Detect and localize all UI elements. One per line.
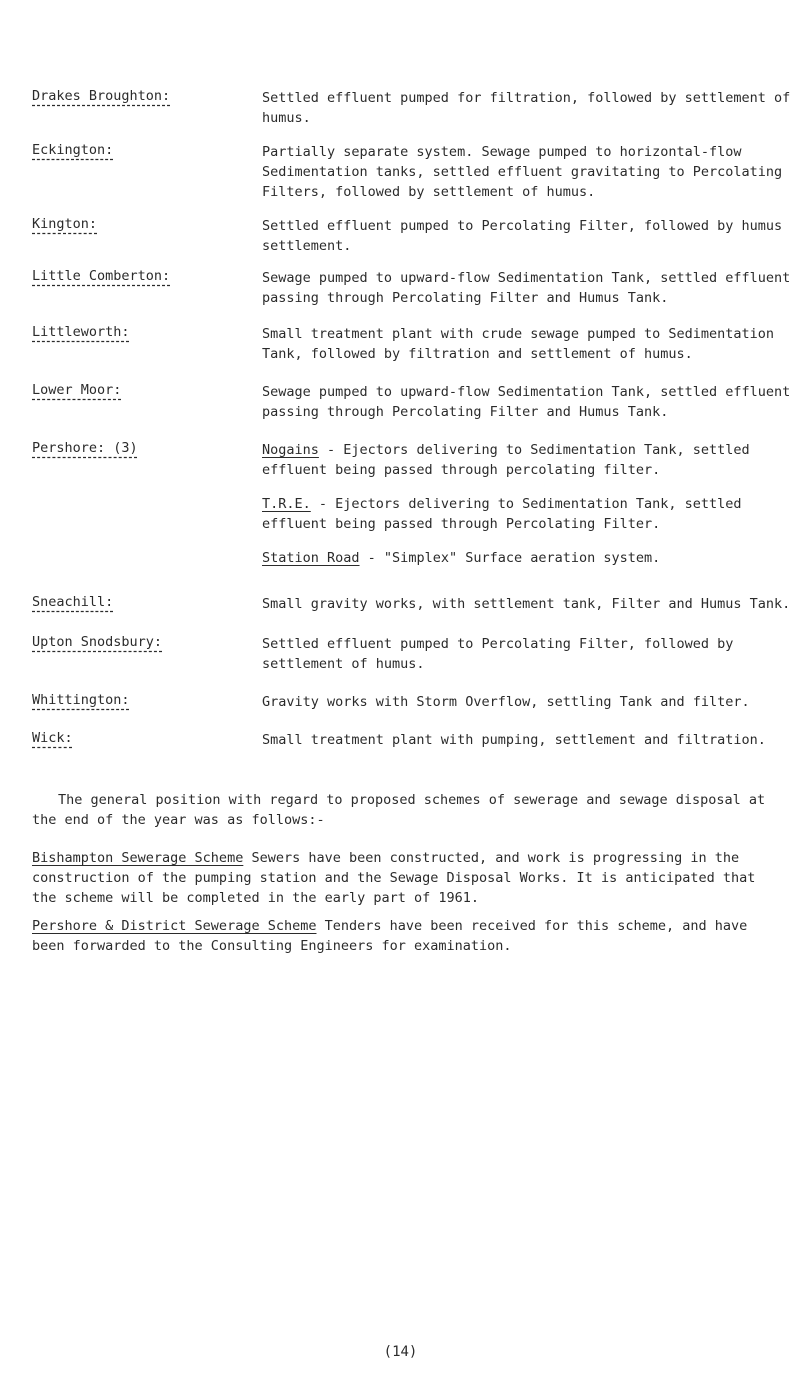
scheme-pershore-district (32, 916, 772, 956)
place-description (262, 440, 792, 568)
page-number: (14) (383, 1344, 418, 1360)
place-name: Upton Snodsbury: (32, 634, 163, 650)
place-name: Littleworth: (32, 324, 130, 340)
place-description: Partially separate system. Sewage pumped to horizontal-flow Sedimentation tanks, settled effluent gravitating to Percolating Filters, followed by settlement of humus. (262, 144, 783, 200)
place-name: Kington: (32, 216, 98, 232)
place-description: Sewage pumped to upward-flow Sedimentation Tank, settled effluent passing through Percolating Filter and Humus Tank. (262, 270, 791, 306)
pershore-item: Nogains - Ejectors delivering to Sedimentation Tank, settled effluent being passed through percolating filter. (262, 442, 750, 478)
scheme-text: Tenders have been received for this scheme, and have been forwarded to the Consulting Engineers for examination. (32, 918, 748, 954)
place-name: Whittington: (32, 692, 130, 708)
place-description: Sewage pumped to upward-flow Sedimentation Tank, settled effluent passing through Percolating Filter and Humus Tank. (262, 384, 791, 420)
place-description: Small treatment plant with crude sewage pumped to Sedimentation Tank, followed by filtration and settlement of humus. (262, 326, 775, 362)
scheme-heading: Bishampton Sewerage Scheme (32, 850, 244, 866)
place-name: Little Comberton: (32, 268, 171, 284)
general-position-paragraph: The general position with regard to proposed schemes of sewerage and sewage disposal at the end of the year was as follows:- (32, 792, 766, 828)
place-name: Drakes Broughton: (32, 88, 171, 104)
place-description: Settled effluent pumped for filtration, followed by settlement of humus. (262, 90, 791, 126)
scheme-heading: Pershore & District Sewerage Scheme (32, 918, 317, 934)
place-description: Gravity works with Storm Overflow, settling Tank and filter. (262, 694, 750, 710)
pershore-item: Station Road - "Simplex" Surface aeration system. (262, 550, 661, 566)
place-name: Pershore: (3) (32, 440, 138, 456)
place-name: Sneachill: (32, 594, 114, 610)
place-name: Lower Moor: (32, 382, 122, 398)
scheme-text: Sewers have been constructed, and work is progressing in the construction of the pumping station and the Sewage Disposal Works. It is anticipated that the scheme will be completed in the early part of 1961. (32, 850, 756, 906)
place-name: Wick: (32, 730, 73, 746)
scheme-bishampton (32, 848, 772, 908)
place-description: Settled effluent pumped to Percolating Filter, followed by humus settlement. (262, 218, 783, 254)
place-name: Eckington: (32, 142, 114, 158)
pershore-item: T.R.E. - Ejectors delivering to Sedimentation Tank, settled effluent being passed through Percolating Filter. (262, 496, 742, 532)
place-description: Settled effluent pumped to Percolating Filter, followed by settlement of humus. (262, 636, 734, 672)
place-description: Small treatment plant with pumping, settlement and filtration. (262, 732, 766, 748)
place-description: Small gravity works, with settlement tank, Filter and Humus Tank. (262, 596, 791, 612)
